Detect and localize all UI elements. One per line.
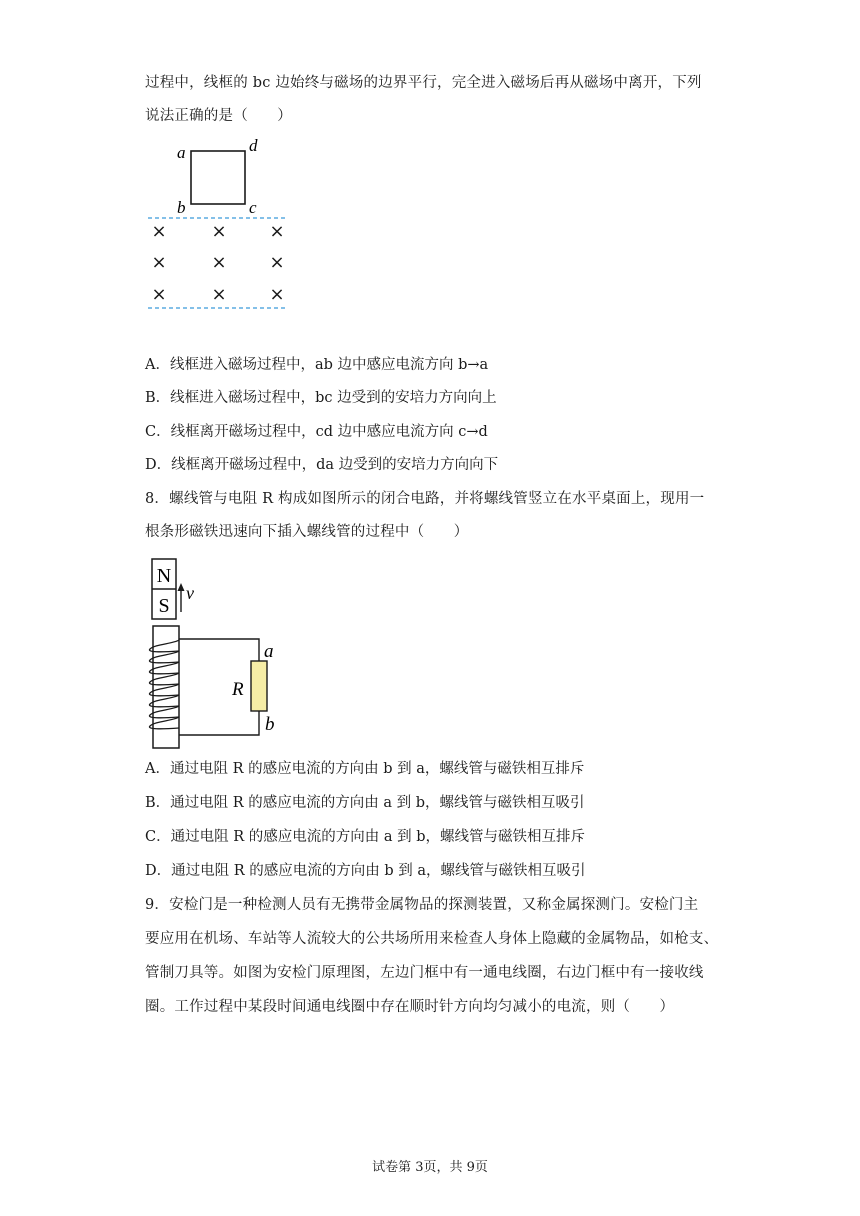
q9-text-line-2: 要应用在机场、车站等人流较大的公共场所用来检查人身体上隐藏的金属物品，如枪支、 bbox=[145, 931, 719, 947]
q7-option-b: B．线框进入磁场过程中，bc 边受到的安培力方向向上 bbox=[145, 390, 497, 406]
figure-solenoid-circuit bbox=[145, 552, 295, 754]
q9-text-line-3: 管制刀具等。如图为安检门原理图，左边门框中有一通电线圈，右边门框中有一接收线 bbox=[145, 965, 704, 981]
square-wire-frame bbox=[191, 151, 245, 204]
circuit-wire-bottom bbox=[179, 711, 259, 735]
page-footer: 试卷第 3页，共 9页 bbox=[372, 1160, 488, 1175]
magnet-north-label: N bbox=[156, 565, 172, 587]
q7-option-d: D．线框离开磁场过程中，da 边受到的安培力方向向下 bbox=[145, 457, 499, 473]
q8-option-d: D．通过电阻 R 的感应电流的方向由 b 到 a，螺线管与磁铁相互吸引 bbox=[145, 863, 586, 879]
field-cross: × bbox=[269, 284, 285, 305]
field-cross: × bbox=[151, 221, 167, 242]
q7-text-line-2: 说法正确的是（ ） bbox=[145, 108, 292, 124]
label-d: d bbox=[249, 136, 258, 155]
label-b: b bbox=[177, 198, 186, 217]
terminal-a-label: a bbox=[264, 641, 274, 662]
label-a: a bbox=[177, 143, 186, 162]
q7-option-a: A．线框进入磁场过程中，ab 边中感应电流方向 b→a bbox=[145, 357, 489, 373]
resistor-label: R bbox=[232, 679, 244, 700]
resistor bbox=[251, 661, 267, 711]
q7-option-c: C．线框离开磁场过程中，cd 边中感应电流方向 c→d bbox=[145, 424, 488, 440]
circuit-wire-top bbox=[179, 639, 259, 661]
figure-frame-magnetic-field bbox=[145, 132, 305, 314]
field-cross: × bbox=[211, 221, 227, 242]
q9-text-line-4: 圈。工作过程中某段时间通电线圈中存在顺时针方向均匀减小的电流，则（ ） bbox=[145, 999, 675, 1015]
q8-option-c: C．通过电阻 R 的感应电流的方向由 a 到 b，螺线管与磁铁相互排斥 bbox=[145, 829, 585, 845]
field-cross: × bbox=[151, 252, 167, 273]
magnet-south-label: S bbox=[158, 595, 170, 617]
field-cross: × bbox=[269, 221, 285, 242]
q8-option-a: A．通过电阻 R 的感应电流的方向由 b 到 a，螺线管与磁铁相互排斥 bbox=[145, 761, 585, 777]
q8-option-b: B．通过电阻 R 的感应电流的方向由 a 到 b，螺线管与磁铁相互吸引 bbox=[145, 795, 585, 811]
field-cross: × bbox=[269, 252, 285, 273]
field-cross: × bbox=[211, 252, 227, 273]
field-cross: × bbox=[151, 284, 167, 305]
q8-text-line-2: 根条形磁铁迅速向下插入螺线管的过程中（ ） bbox=[145, 524, 469, 540]
q9-text-line-1: 9．安检门是一种检测人员有无携带金属物品的探测装置，又称金属探测门。安检门主 bbox=[145, 897, 699, 913]
q7-text-line-1: 过程中，线框的 bc 边始终与磁场的边界平行，完全进入磁场后再从磁场中离开，下列 bbox=[145, 75, 702, 91]
label-c: c bbox=[249, 198, 257, 217]
velocity-label: v bbox=[186, 583, 194, 603]
field-cross: × bbox=[211, 284, 227, 305]
q8-text-line-1: 8．螺线管与电阻 R 构成如图所示的闭合电路，并将螺线管竖立在水平桌面上，现用一 bbox=[145, 491, 705, 507]
terminal-b-label: b bbox=[265, 714, 275, 735]
